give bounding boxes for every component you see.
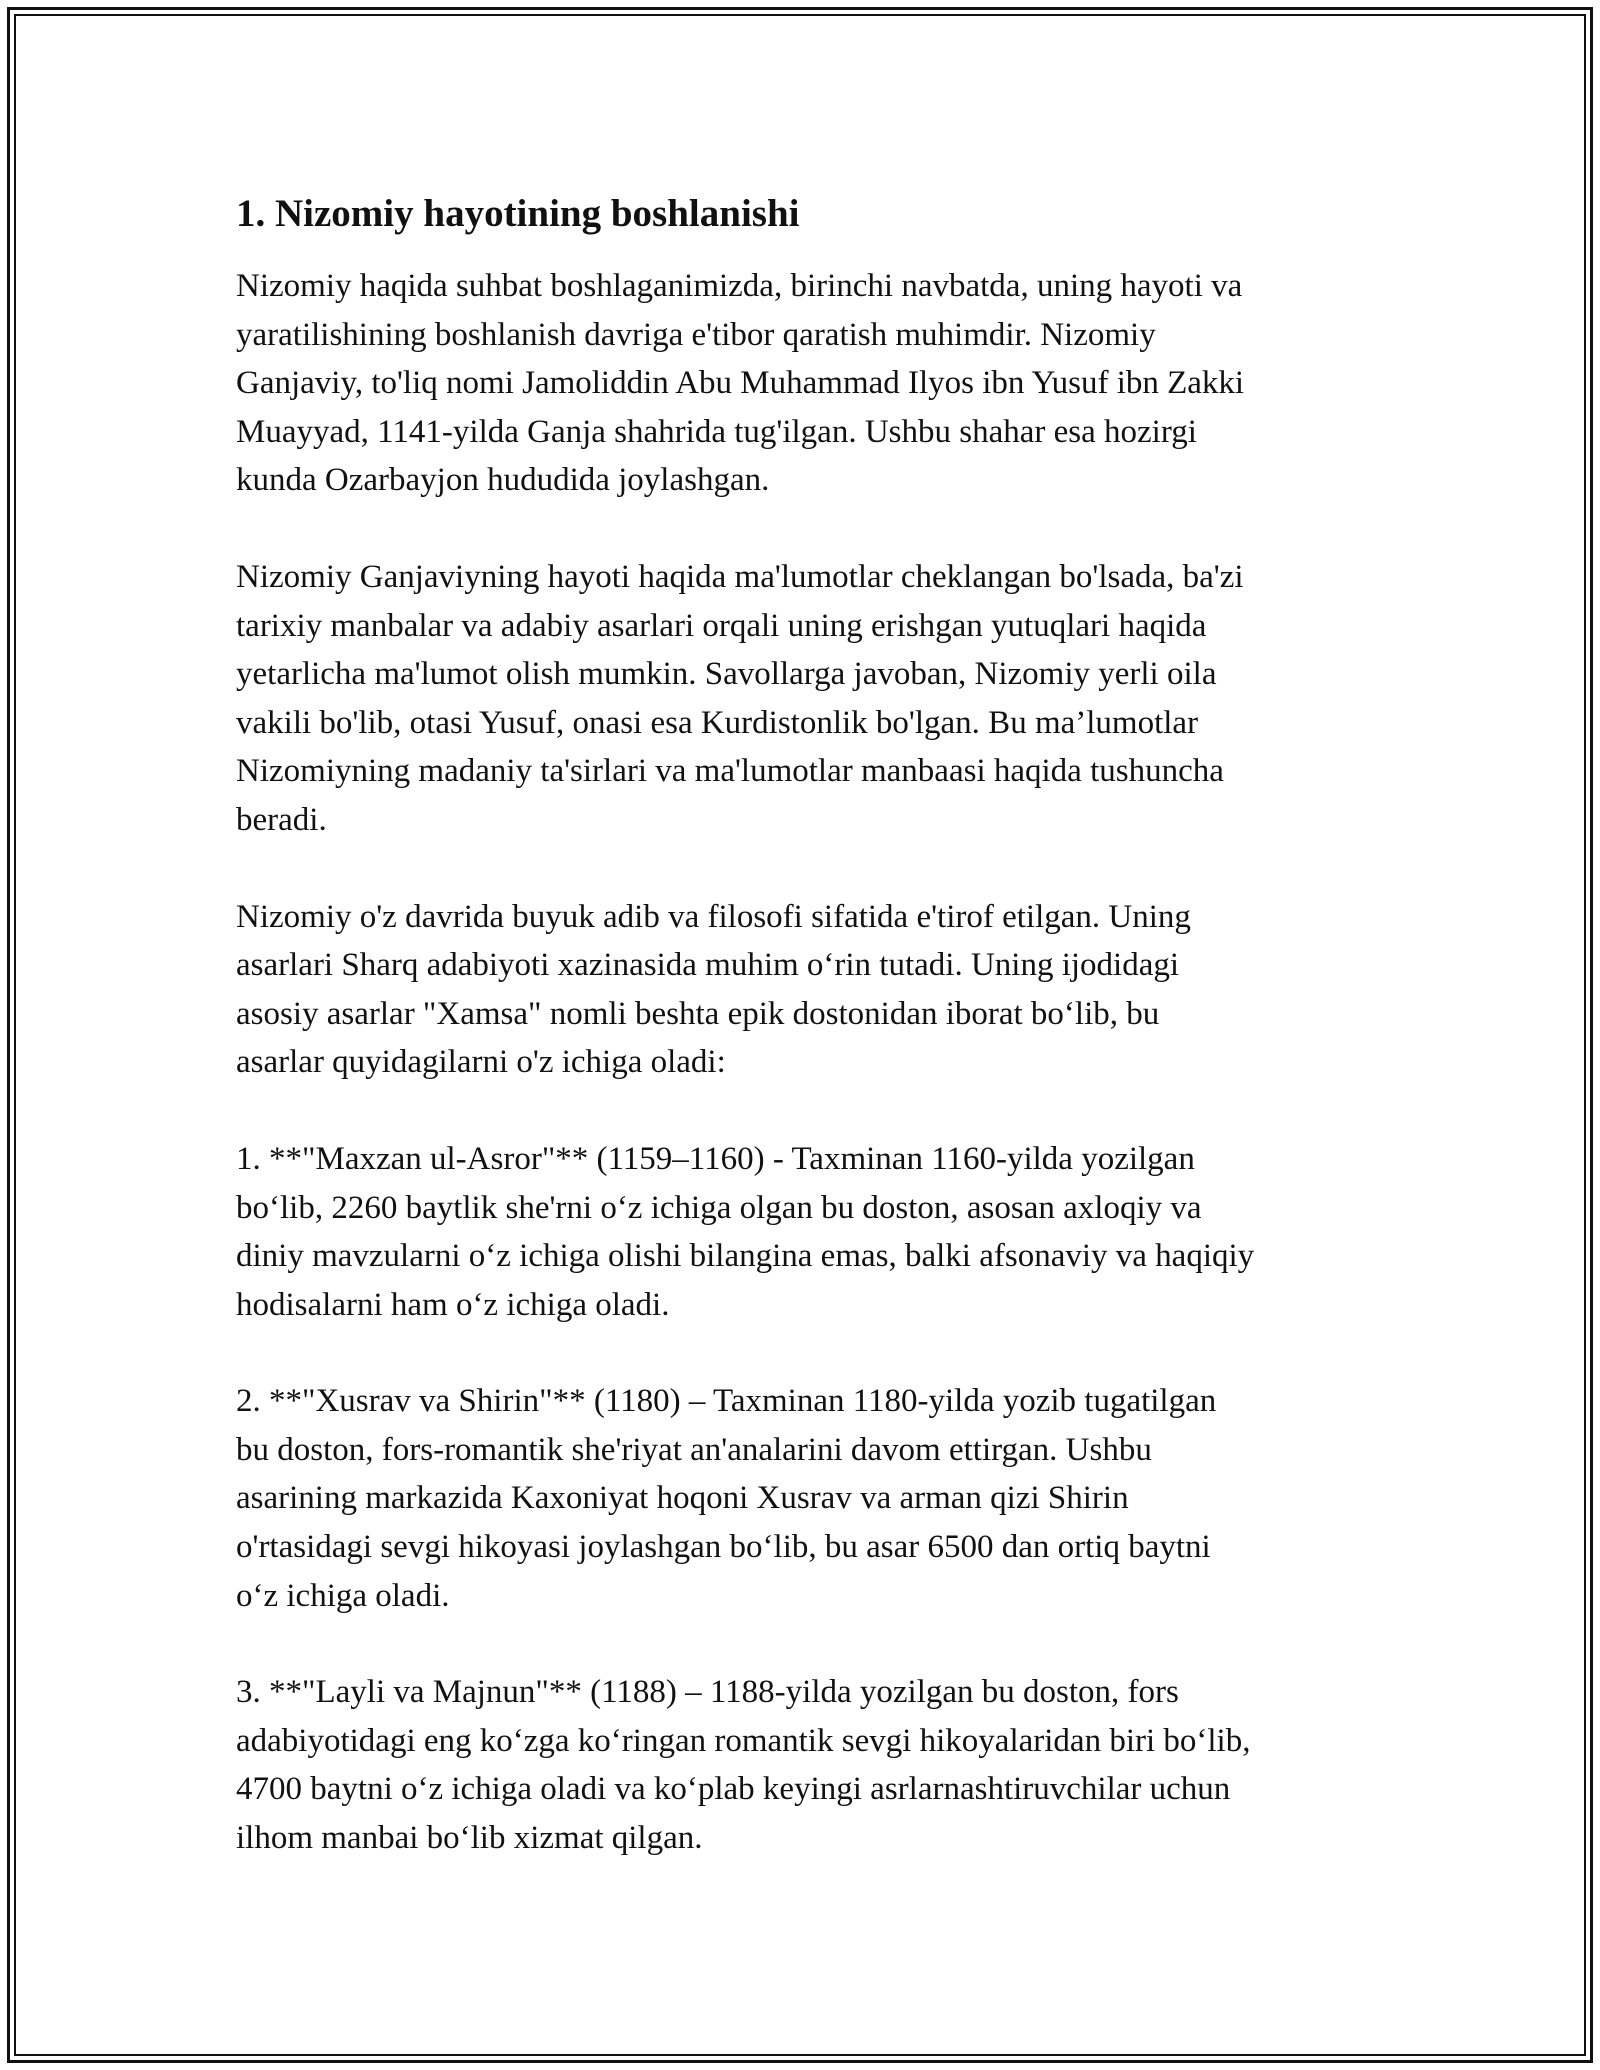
paragraph-intro: Nizomiy haqida suhbat boshlaganimizda, birinchi navbatda, uning hayoti va yaratilishining boshlanish davriga e'tibor qaratish muhimdir. Nizomiy Ganjaviy, to'liq nomi Jamoliddin Abu Muhammad Ilyos ibn Yusuf ibn Zakki Muayyad, 1141-yilda Ganja shahrida tug'ilgan. Ushbu shahar esa hozirgi kunda Ozarbayjon hududida joylashgan. xyxy=(236,268,1245,499)
section-heading: 1. Nizomiy hayotining boshlanishi xyxy=(236,192,800,235)
list-item-layli-va-majnun: 3. **"Layli va Majnun"** (1188) – 1188-yilda yozilgan bu doston, fors adabiyotidagi eng ko‘zga ko‘ringan romantik sevgi hikoyalaridan biri bo‘lib, 4700 baytni o‘z ichiga oladi va ko‘plab keyingi asrlarnashtiruvchilar uchun ilhom manbai bo‘lib xizmat qilgan. xyxy=(236,1674,1251,1857)
list-item-xusrav-va-shirin: 2. **"Xusrav va Shirin"** (1180) – Taxminan 1180-yilda yozib tugatilgan bu doston, fors-romantik she'riyat an'analarini davom ettirgan. Ushbu asarining markazida Kaxoniyat hoqoni Xusrav va arman qizi Shirin o'rtasidagi sevgi hikoyasi joylashgan bo‘lib, bu asar 6500 dan ortiq baytni o‘z ichiga oladi. xyxy=(236,1383,1217,1614)
list-item-maxzan-ul-asror: 1. **"Maxzan ul-Asror"** (1159–1160) - Taxminan 1160-yilda yozilgan bo‘lib, 2260 baytlik she'rni o‘z ichiga olgan bu doston, asosan axloqiy va diniy mavzularni o‘z ichiga olishi bilangina emas, balki afsonaviy va haqiqiy hodisalarni ham o‘z ichiga oladi. xyxy=(236,1140,1255,1323)
document-body xyxy=(236,186,1376,1911)
paragraph-biography: Nizomiy Ganjaviyning hayoti haqida ma'lumotlar cheklangan bo'lsada, ba'zi tarixiy manbalar va adabiy asarlari orqali uning erishgan yutuqlari haqida yetarlicha ma'lumot olish mumkin. Savollarga javoban, Nizomiy yerli oila vakili bo'lib, otasi Yusuf, onasi esa Kurdistonlik bo'lgan. Bu ma’lumotlar Nizomiyning madaniy ta'sirlari va ma'lumotlar manbaasi haqida tushuncha beradi. xyxy=(236,558,1244,838)
paragraph-works-intro: Nizomiy o'z davrida buyuk adib va filosofi sifatida e'tirof etilgan. Uning asarlari Sharq adabiyoti xazinasida muhim o‘rin tutadi. Uning ijodidagi asosiy asarlar "Xamsa" nomli beshta epik dostonidan iborat bo‘lib, bu asarlar quyidagilarni o'z ichiga oladi: xyxy=(236,898,1191,1081)
